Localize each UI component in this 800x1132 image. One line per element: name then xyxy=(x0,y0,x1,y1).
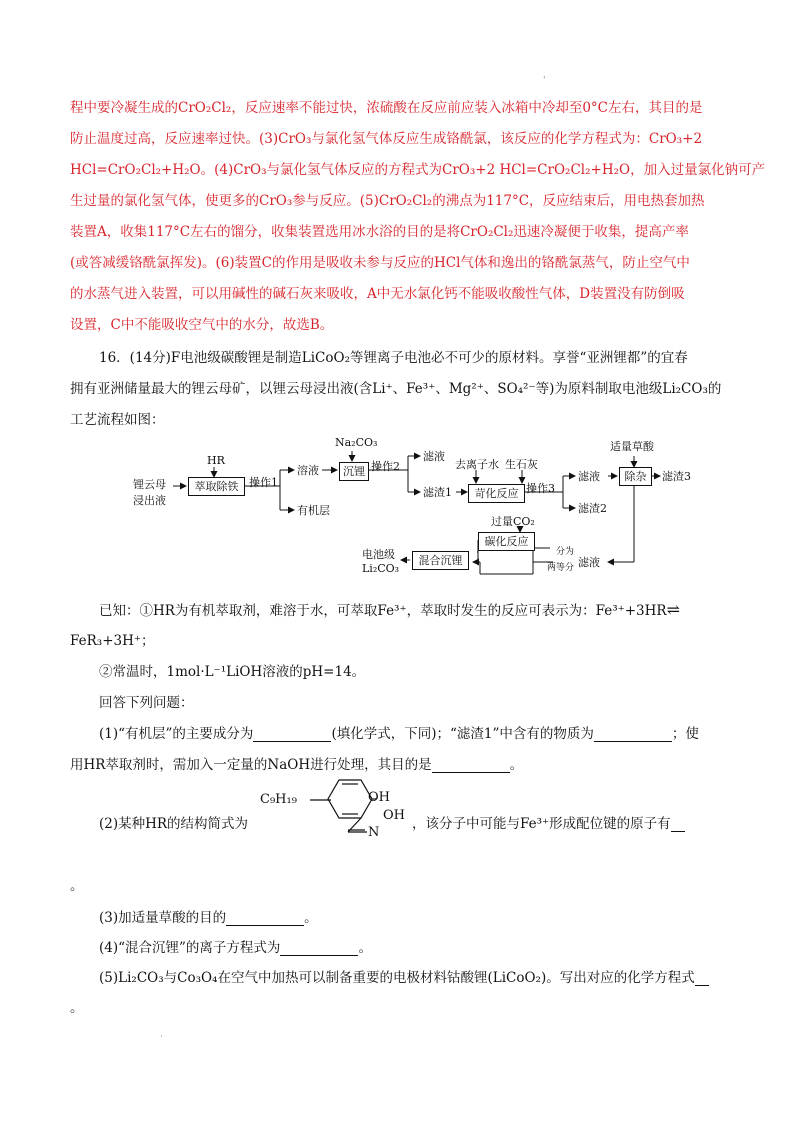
known-condition-1-cont: FeR₃+3H⁺； xyxy=(70,633,155,649)
split-label: 分为 xyxy=(556,547,575,557)
op2-label: 操作2 xyxy=(371,460,400,473)
q16-line: 工艺流程如图： xyxy=(70,412,165,428)
residue3-label: 滤渣3 xyxy=(662,470,691,483)
oh-label: OH xyxy=(383,808,405,823)
oh-label: OH xyxy=(368,790,390,805)
answer-line: 防止温度过高，反应速率过快。(3)CrO₃与氯化氢气体反应生成铬酰氯，该反应的化学方程式为：CrO₃+2 xyxy=(70,131,703,147)
box-remove-impurity: 除杂 xyxy=(619,467,652,486)
op3-label: 操作3 xyxy=(526,482,555,495)
answer-line: (或答减缓铬酰氯挥发)。(6)装置C的作用是吸收未参与反应的HCl气体和逸出的铬酰氯蒸气，防止空气中 xyxy=(70,255,690,271)
n-label: N xyxy=(368,825,380,840)
deionized-water-label: 去离子水 xyxy=(455,458,499,471)
q1-text: ；使 xyxy=(671,726,699,742)
answer-line: 设置，C中不能吸收空气中的水分，故选B。 xyxy=(70,317,334,333)
question-2-cont xyxy=(412,812,685,832)
footer-mark: · xyxy=(160,1032,163,1042)
q1-text: 。 xyxy=(509,757,524,773)
na2co3-label: Na₂CO₃ xyxy=(335,436,378,449)
split-label: 两等分 xyxy=(547,563,575,573)
q3-text: (3)加适量草酸的目的 xyxy=(99,910,227,926)
answer-line: 生过量的氯化氢气体，使更多的CrO₃参与反应。(5)CrO₂Cl₂的沸点为117°C，反应结束后，用电热套加热 xyxy=(70,193,705,209)
oxalic-acid-label: 适量草酸 xyxy=(610,440,654,453)
box-causticize: 苛化反应 xyxy=(468,484,525,503)
q16-line: 16．(14分)F电池级碳酸锂是制造LiCoO₂等锂离子电池必不可少的原材料。享誉“亚洲锂都”的宜春 xyxy=(99,350,688,366)
box-lithium-precip: 沉锂 xyxy=(339,462,369,481)
q5-text: (5)Li₂CO₃与Co₃O₄在空气中加热可以制备重要的电极材料钴酸锂(LiCoO₂)。写出对应的化学方程式 xyxy=(99,970,695,986)
q1-text: (填化学式，下同)；“滤渣1”中含有的物质为 xyxy=(331,726,594,742)
question-2-end: 。 xyxy=(70,878,84,894)
product-label: Li₂CO₃ xyxy=(362,562,400,575)
answer-blank[interactable] xyxy=(671,817,685,832)
q1-text: (1)“有机层”的主要成分为 xyxy=(99,726,254,742)
op1-label: 操作1 xyxy=(249,476,278,489)
box-extract-iron: 萃取除铁 xyxy=(188,477,245,496)
q16-line: 拥有亚洲储量最大的锂云母矿，以锂云母浸出液(含Li⁺、Fe³⁺、Mg²⁺、SO₄²⁻等)为原料制取电池级Li₂CO₃的 xyxy=(70,381,722,397)
answer-line: 装置A，收集117°C左右的馏分，收集装置选用冰水浴的目的是将CrO₂Cl₂迅速冷凝便于收集，提高产率 xyxy=(70,224,689,240)
q1-text: 用HR萃取剂时，需加入一定量的NaOH进行处理，其目的是 xyxy=(70,757,432,773)
residue1-label: 滤渣1 xyxy=(423,486,452,499)
quicklime-label: 生石灰 xyxy=(505,458,538,471)
residue2-label: 滤渣2 xyxy=(578,502,607,515)
answer-line: 程中要冷凝生成的CrO₂Cl₂，反应速率不能过快，浓硫酸在反应前应装入冰箱中冷却至0°C左右，其目的是 xyxy=(70,100,703,116)
box-carbonize: 碳化反应 xyxy=(478,532,535,551)
q2-text: ，该分子中可能与Fe³⁺形成配位键的原子有 xyxy=(412,816,671,832)
answer-blank[interactable] xyxy=(226,911,304,926)
answer-line: 的水蒸气进入装置，可以用碱性的碱石灰来吸收，A中无水氯化钙不能吸收酸性气体，D装置没有防倒吸 xyxy=(70,286,685,302)
answer-blank[interactable] xyxy=(695,971,709,986)
box-mixed-precip: 混合沉锂 xyxy=(412,551,469,570)
solution-label: 溶液 xyxy=(297,464,319,477)
known-condition-2: ②常温时，1mol·L⁻¹LiOH溶液的pH=14。 xyxy=(99,664,366,680)
raw-material-label: 锂云母 xyxy=(133,478,166,491)
answer-prompt: 回答下列问题： xyxy=(99,695,194,711)
question-3 xyxy=(99,906,318,926)
q3-text: 。 xyxy=(304,910,318,926)
q4-text: (4)“混合沉锂”的离子方程式为 xyxy=(99,940,281,956)
equilibrium-icon: ⇌ xyxy=(666,600,680,619)
filtrate-label: 滤液 xyxy=(423,450,445,463)
q2-text: (2)某种HR的结构简式为 xyxy=(99,816,249,832)
question-5-end: 。 xyxy=(70,1000,84,1016)
raw-material-label: 浸出液 xyxy=(133,494,166,507)
question-4 xyxy=(99,936,372,956)
q4-text: 。 xyxy=(358,940,372,956)
product-label: 电池级 xyxy=(362,548,395,561)
filtrate-label: 滤液 xyxy=(578,470,600,483)
header-mark: ' xyxy=(543,76,546,86)
organic-layer-label: 有机层 xyxy=(297,504,330,517)
c9h19-label: C₉H₁₉ xyxy=(260,792,297,807)
filtrate-label: 滤液 xyxy=(578,556,600,569)
known-1-text: 已知：①HR为有机萃取剂，难溶于水，可萃取Fe³⁺，萃取时发生的反应可表示为：Fe³⁺+3HR xyxy=(99,603,667,619)
answer-blank[interactable] xyxy=(280,941,358,956)
answer-line: HCl=CrO₂Cl₂+H₂O。(4)CrO₃与氯化氢气体反应的方程式为CrO₃+2 HCl=CrO₂Cl₂+H₂O，加入过量氯化钠可产 xyxy=(70,162,766,178)
co2-label: 过量CO₂ xyxy=(491,515,535,528)
question-5 xyxy=(99,966,709,986)
hr-label: HR xyxy=(207,454,225,467)
